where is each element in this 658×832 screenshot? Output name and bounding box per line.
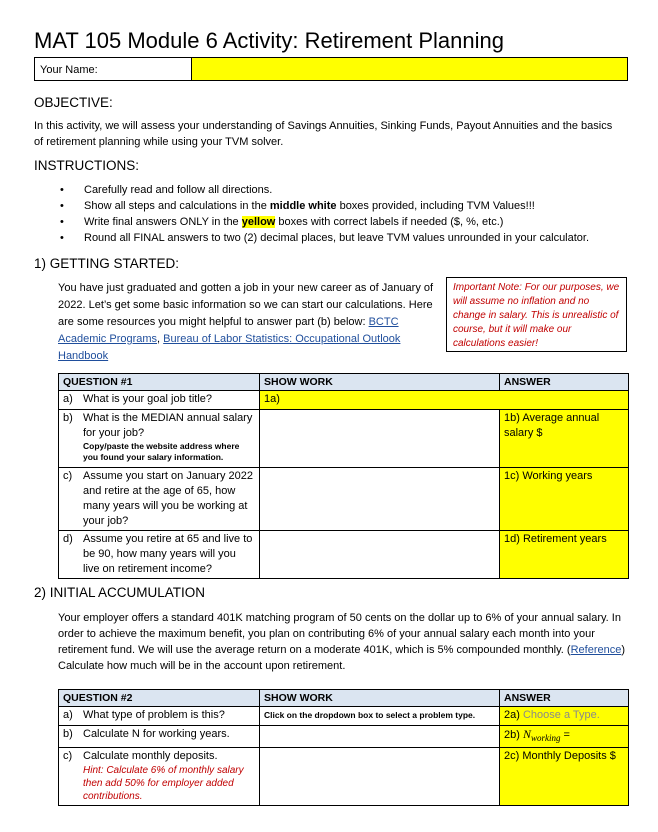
q2-header-work: SHOW WORK xyxy=(260,690,500,707)
problem-type-select[interactable]: Choose a Type. xyxy=(522,709,600,721)
section2-heading: 2) INITIAL ACCUMULATION xyxy=(34,585,206,600)
name-label: Your Name: xyxy=(35,58,192,80)
page-title: MAT 105 Module 6 Activity: Retirement Planning xyxy=(34,28,504,53)
instructions-list xyxy=(60,182,640,246)
q2-header-question: QUESTION #2 xyxy=(59,690,260,707)
q1b-answer[interactable]: 1b) Average annual salary $ xyxy=(500,410,629,468)
q1-header-work: SHOW WORK xyxy=(260,374,500,391)
question2-table xyxy=(58,689,629,806)
q2b-work[interactable] xyxy=(260,726,500,748)
q1c-question: c) Assume you start on January 2022 and retire at the age of 65, how many years will you be working at your job? xyxy=(59,468,260,531)
q2a-answer-dropdown[interactable]: 2a) Choose a Type. xyxy=(500,707,629,726)
instructions-heading: INSTRUCTIONS: xyxy=(34,158,140,173)
q1b-question: b) What is the MEDIAN annual salary for your job? Copy/paste the website address where you found your salary information. xyxy=(59,410,260,468)
q2c-question: c) Calculate monthly deposits. Hint: Calculate 6% of monthly salary then add 50% for employer added contributions. xyxy=(59,748,260,806)
q1c-answer[interactable]: 1c) Working years xyxy=(500,468,629,531)
section1-text: You have just graduated and gotten a job in your new career as of January of 2022. Let’s get some basic information so we can start our calculations. Here are some resources you might helpful to answer part (b) below: BCTC Academic Programs, Bureau of Labor Statistics: Occupational Outlook Handbook xyxy=(58,282,434,362)
q2b-answer[interactable]: 2b) $N_{working}$ = xyxy=(500,726,629,748)
important-note: Important Note: For our purposes, we will assume no inflation and no change in salary. This is unrealistic of course, but it will make our calculations easier! xyxy=(446,277,627,352)
q2a-question: a) What type of problem is this? xyxy=(59,707,260,726)
q1-header-answer: ANSWER xyxy=(500,374,629,391)
q1-header-question: QUESTION #1 xyxy=(59,374,260,391)
q2c-answer[interactable]: 2c) Monthly Deposits $ xyxy=(500,748,629,806)
instruction-item: • Carefully read and follow all directions. xyxy=(60,182,640,198)
q2c-work[interactable] xyxy=(260,748,500,806)
q2a-work: Click on the dropdown box to select a problem type. xyxy=(260,707,500,726)
q1d-answer[interactable]: 1d) Retirement years xyxy=(500,531,629,579)
q1d-question: d) Assume you retire at 65 and live to be 90, how many years will you live on retirement income? xyxy=(59,531,260,579)
name-input[interactable] xyxy=(192,58,627,80)
question1-table xyxy=(58,373,629,579)
q2b-question: b) Calculate N for working years. xyxy=(59,726,260,748)
objective-heading: OBJECTIVE: xyxy=(34,95,113,110)
q1a-question: a) What is your goal job title? xyxy=(59,391,260,410)
q1c-work[interactable] xyxy=(260,468,500,531)
q1a-answer[interactable]: 1a) xyxy=(260,391,629,410)
instruction-item: • Write final answers ONLY in the yellow boxes with correct labels if needed ($, %, etc.) xyxy=(60,214,640,230)
instruction-item: • Show all steps and calculations in the middle white boxes provided, including TVM Values!!! xyxy=(60,198,640,214)
objective-text: In this activity, we will assess your understanding of Savings Annuities, Sinking Funds, Payout Annuities and the basics of retirement planning while using your TVM solver. xyxy=(34,120,613,148)
reference-link[interactable]: Reference xyxy=(570,644,622,656)
bls-link[interactable]: Bureau of Labor Statistics: Occupational Outlook Handbook xyxy=(58,333,401,362)
bctc-link[interactable]: BCTC Academic Programs xyxy=(58,316,399,345)
name-box xyxy=(34,57,628,81)
section1-heading: 1) GETTING STARTED: xyxy=(34,256,180,271)
q1b-work[interactable] xyxy=(260,410,500,468)
section2-text: Your employer offers a standard 401K matching program of 50 cents on the dollar up to 6% of your annual salary. In order to achieve the maximum benefit, you plan on contributing 6% of your annual salary each month into your retirement fund. We will use the average return on a moderate 401K, which is 5% compounded monthly. (Reference) Calculate how much will be in the account upon retirement. xyxy=(58,612,626,672)
instruction-item: • Round all FINAL answers to two (2) decimal places, but leave TVM values unrounded in your calculator. xyxy=(60,230,640,246)
q1d-work[interactable] xyxy=(260,531,500,579)
q2-header-answer: ANSWER xyxy=(500,690,629,707)
